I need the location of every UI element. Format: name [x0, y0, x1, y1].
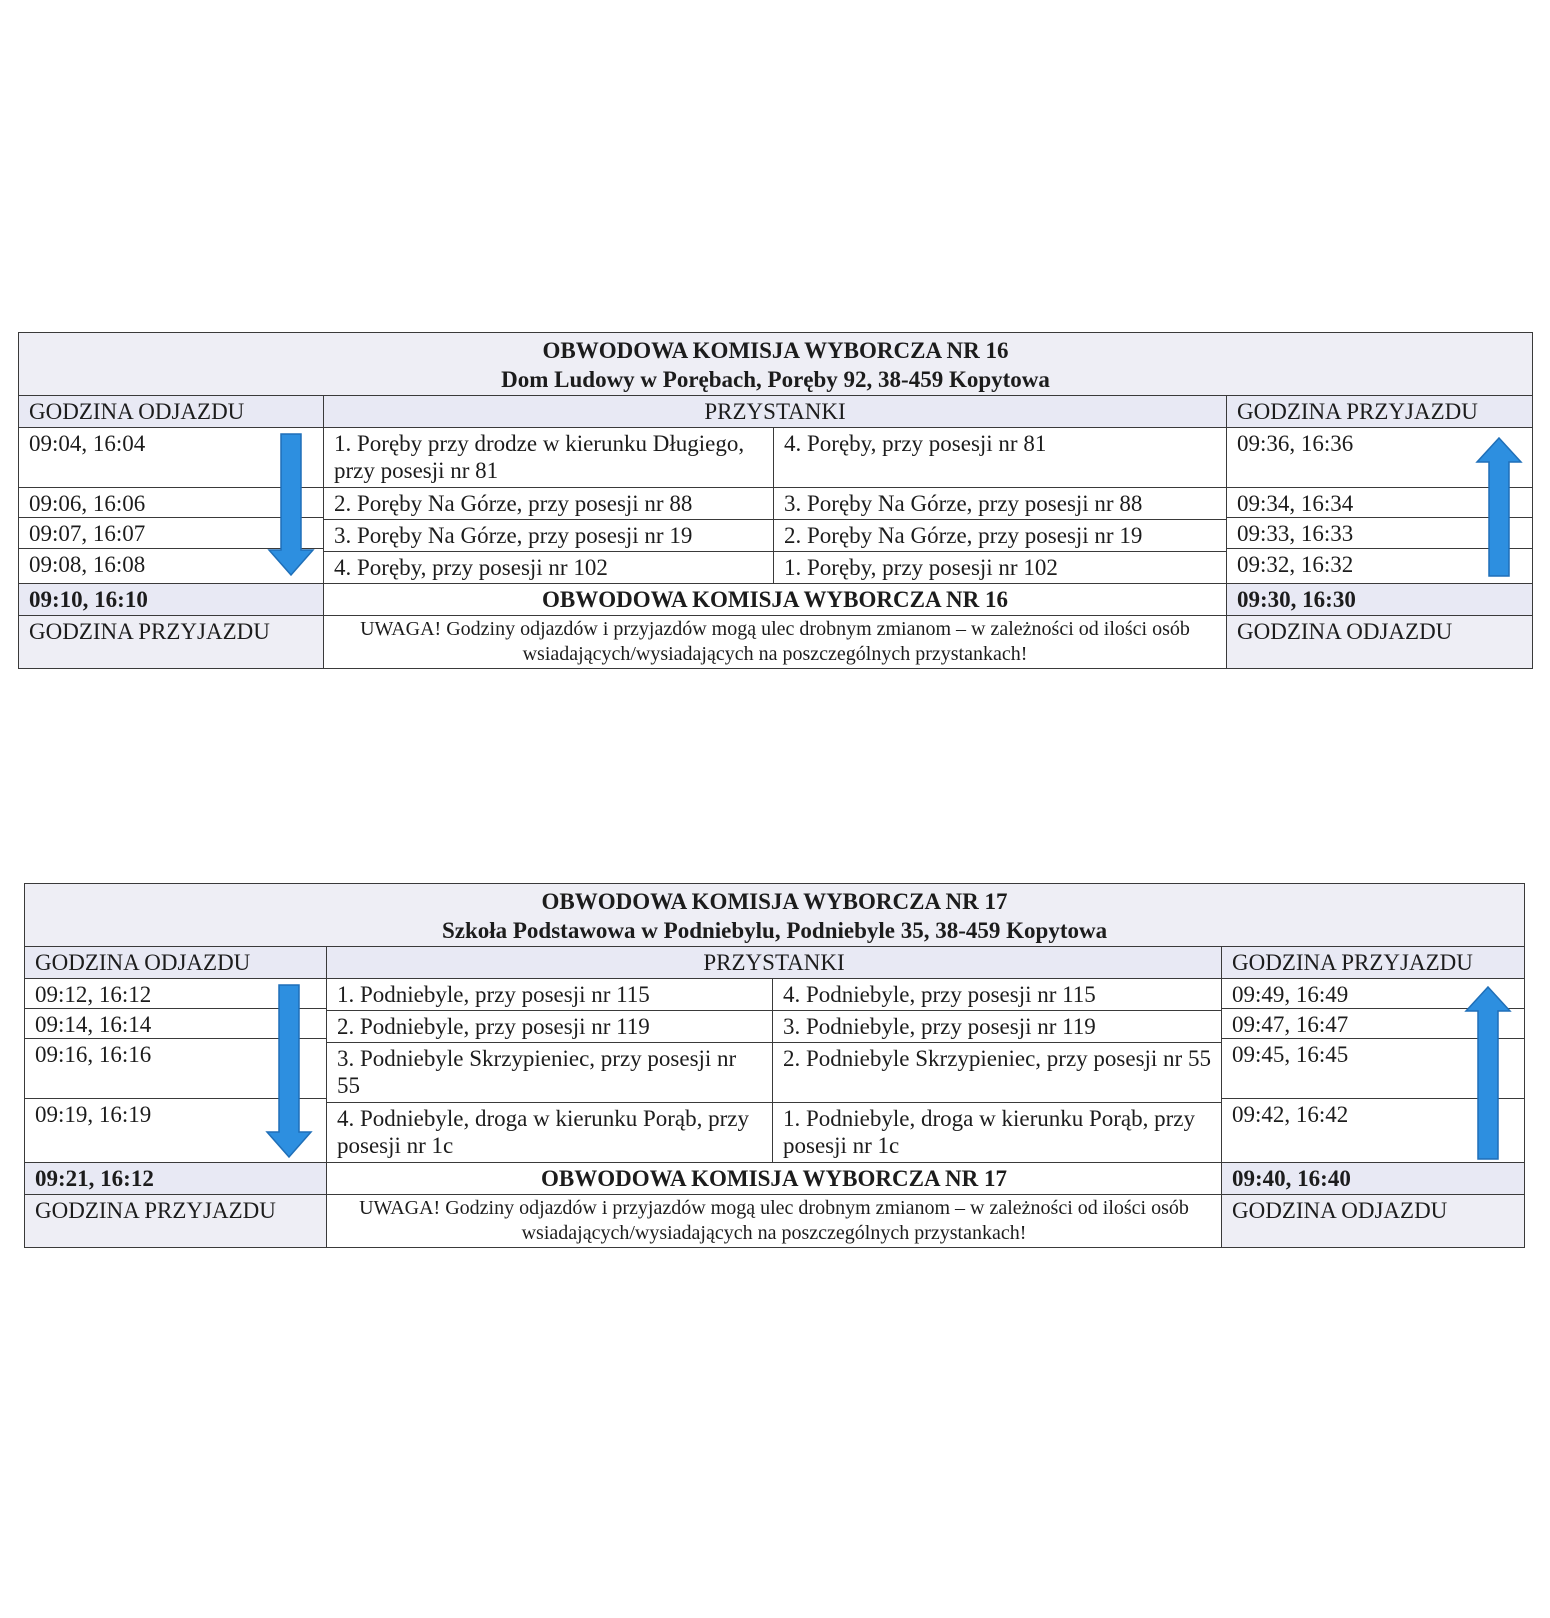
departure-time: 09:06, 16:06 [19, 488, 323, 518]
arrow-up-icon [1475, 436, 1523, 578]
stop-outbound: 3. Podniebyle Skrzypieniec, przy posesji nr 55 [327, 1043, 773, 1103]
stop-return: 4. Podniebyle, przy posesji nr 115 [773, 979, 1222, 1011]
stop-outbound: 4. Podniebyle, droga w kierunku Porąb, przy posesji nr 1c [327, 1103, 773, 1163]
stop-outbound: 3. Poręby Na Górze, przy posesji nr 19 [324, 520, 774, 552]
arrow-down-icon [267, 432, 315, 577]
schedule-table-nr17 [24, 883, 1525, 1248]
stop-return: 4. Poręby, przy posesji nr 81 [774, 428, 1227, 488]
departure-time: 09:04, 16:04 [19, 428, 323, 488]
header-stops: PRZYSTANKI [327, 947, 1222, 979]
stop-outbound: 4. Poręby, przy posesji nr 102 [324, 552, 774, 584]
table-title-block [25, 884, 1525, 947]
departure-time: 09:08, 16:08 [29, 552, 146, 577]
stop-return: 3. Podniebyle, przy posesji nr 119 [773, 1011, 1222, 1043]
footer-arrival-label: GODZINA PRZYJAZDU [19, 616, 324, 669]
arrival-time: 09:45, 16:45 [1222, 1039, 1524, 1099]
stop-outbound: 2. Poręby Na Górze, przy posesji nr 88 [324, 488, 774, 520]
arrival-time: 09:34, 16:34 [1227, 488, 1532, 518]
stop-return: 3. Poręby Na Górze, przy posesji nr 88 [774, 488, 1227, 520]
table-row [25, 979, 1525, 1011]
arrival-times-cell [1227, 428, 1533, 584]
footer-departure-label: GODZINA ODJAZDU [1227, 616, 1533, 669]
destination-name: OBWODOWA KOMISJA WYBORCZA NR 16 [324, 584, 1227, 616]
arrow-down-icon [265, 983, 313, 1159]
departure-time: 09:16, 16:16 [25, 1039, 326, 1099]
destination-departure-time: 09:30, 16:30 [1227, 584, 1533, 616]
header-arrival: GODZINA PRZYJAZDU [1227, 396, 1533, 428]
arrival-time: 09:33, 16:33 [1227, 518, 1532, 549]
stop-return: 2. Podniebyle Skrzypieniec, przy posesji nr 55 [773, 1043, 1222, 1103]
header-arrival: GODZINA PRZYJAZDU [1222, 947, 1525, 979]
table-subtitle: Szkoła Podstawowa w Podniebylu, Podniebyle 35, 38-459 Kopytowa [441, 918, 1108, 943]
arrival-time: 09:49, 16:49 [1222, 979, 1524, 1009]
notice-text: UWAGA! Godziny odjazdów i przyjazdów mogą ulec drobnym zmianom – w zależności od ilości osób wsiadających/wysiadających na poszczególnych przystankach! [324, 616, 1227, 669]
arrival-time: 09:47, 16:47 [1222, 1009, 1524, 1039]
header-departure: GODZINA ODJAZDU [25, 947, 327, 979]
table-title-block [19, 333, 1533, 396]
footer-arrival-label: GODZINA PRZYJAZDU [25, 1195, 327, 1248]
notice-text: UWAGA! Godziny odjazdów i przyjazdów mogą ulec drobnym zmianom – w zależności od ilości osób wsiadających/wysiadających na poszczególnych przystankach! [327, 1195, 1222, 1248]
arrival-time: 09:36, 16:36 [1227, 428, 1532, 488]
stop-return: 2. Poręby Na Górze, przy posesji nr 19 [774, 520, 1227, 552]
arrival-time: 09:32, 16:32 [1237, 552, 1354, 577]
departure-time: 09:19, 16:19 [35, 1102, 152, 1127]
header-departure: GODZINA ODJAZDU [19, 396, 324, 428]
table-title: OBWODOWA KOMISJA WYBORCZA NR 17 [541, 889, 1008, 914]
table-subtitle: Dom Ludowy w Porębach, Poręby 92, 38-459 Kopytowa [501, 367, 1050, 392]
departure-time: 09:14, 16:14 [25, 1009, 326, 1039]
stop-return: 1. Podniebyle, droga w kierunku Porąb, przy posesji nr 1c [773, 1103, 1222, 1163]
header-stops: PRZYSTANKI [324, 396, 1227, 428]
destination-departure-time: 09:40, 16:40 [1222, 1163, 1525, 1195]
schedule-table-nr16 [18, 332, 1533, 669]
arrival-time: 09:42, 16:42 [1232, 1102, 1349, 1127]
stop-return: 1. Poręby, przy posesji nr 102 [774, 552, 1227, 584]
stop-outbound: 1. Podniebyle, przy posesji nr 115 [327, 979, 773, 1011]
departure-time: 09:07, 16:07 [19, 518, 323, 549]
stop-outbound: 2. Podniebyle, przy posesji nr 119 [327, 1011, 773, 1043]
departure-times-cell [25, 979, 327, 1163]
stop-outbound: 1. Poręby przy drodze w kierunku Długiego, przy posesji nr 81 [324, 428, 774, 488]
departure-time: 09:12, 16:12 [25, 979, 326, 1009]
arrival-times-cell [1222, 979, 1525, 1163]
departure-times-cell [19, 428, 324, 584]
arrow-up-icon [1464, 985, 1512, 1161]
footer-departure-label: GODZINA ODJAZDU [1222, 1195, 1525, 1248]
destination-name: OBWODOWA KOMISJA WYBORCZA NR 17 [327, 1163, 1222, 1195]
table-row [19, 428, 1533, 488]
destination-arrival-time: 09:10, 16:10 [19, 584, 324, 616]
table-title: OBWODOWA KOMISJA WYBORCZA NR 16 [542, 338, 1009, 363]
destination-arrival-time: 09:21, 16:12 [25, 1163, 327, 1195]
